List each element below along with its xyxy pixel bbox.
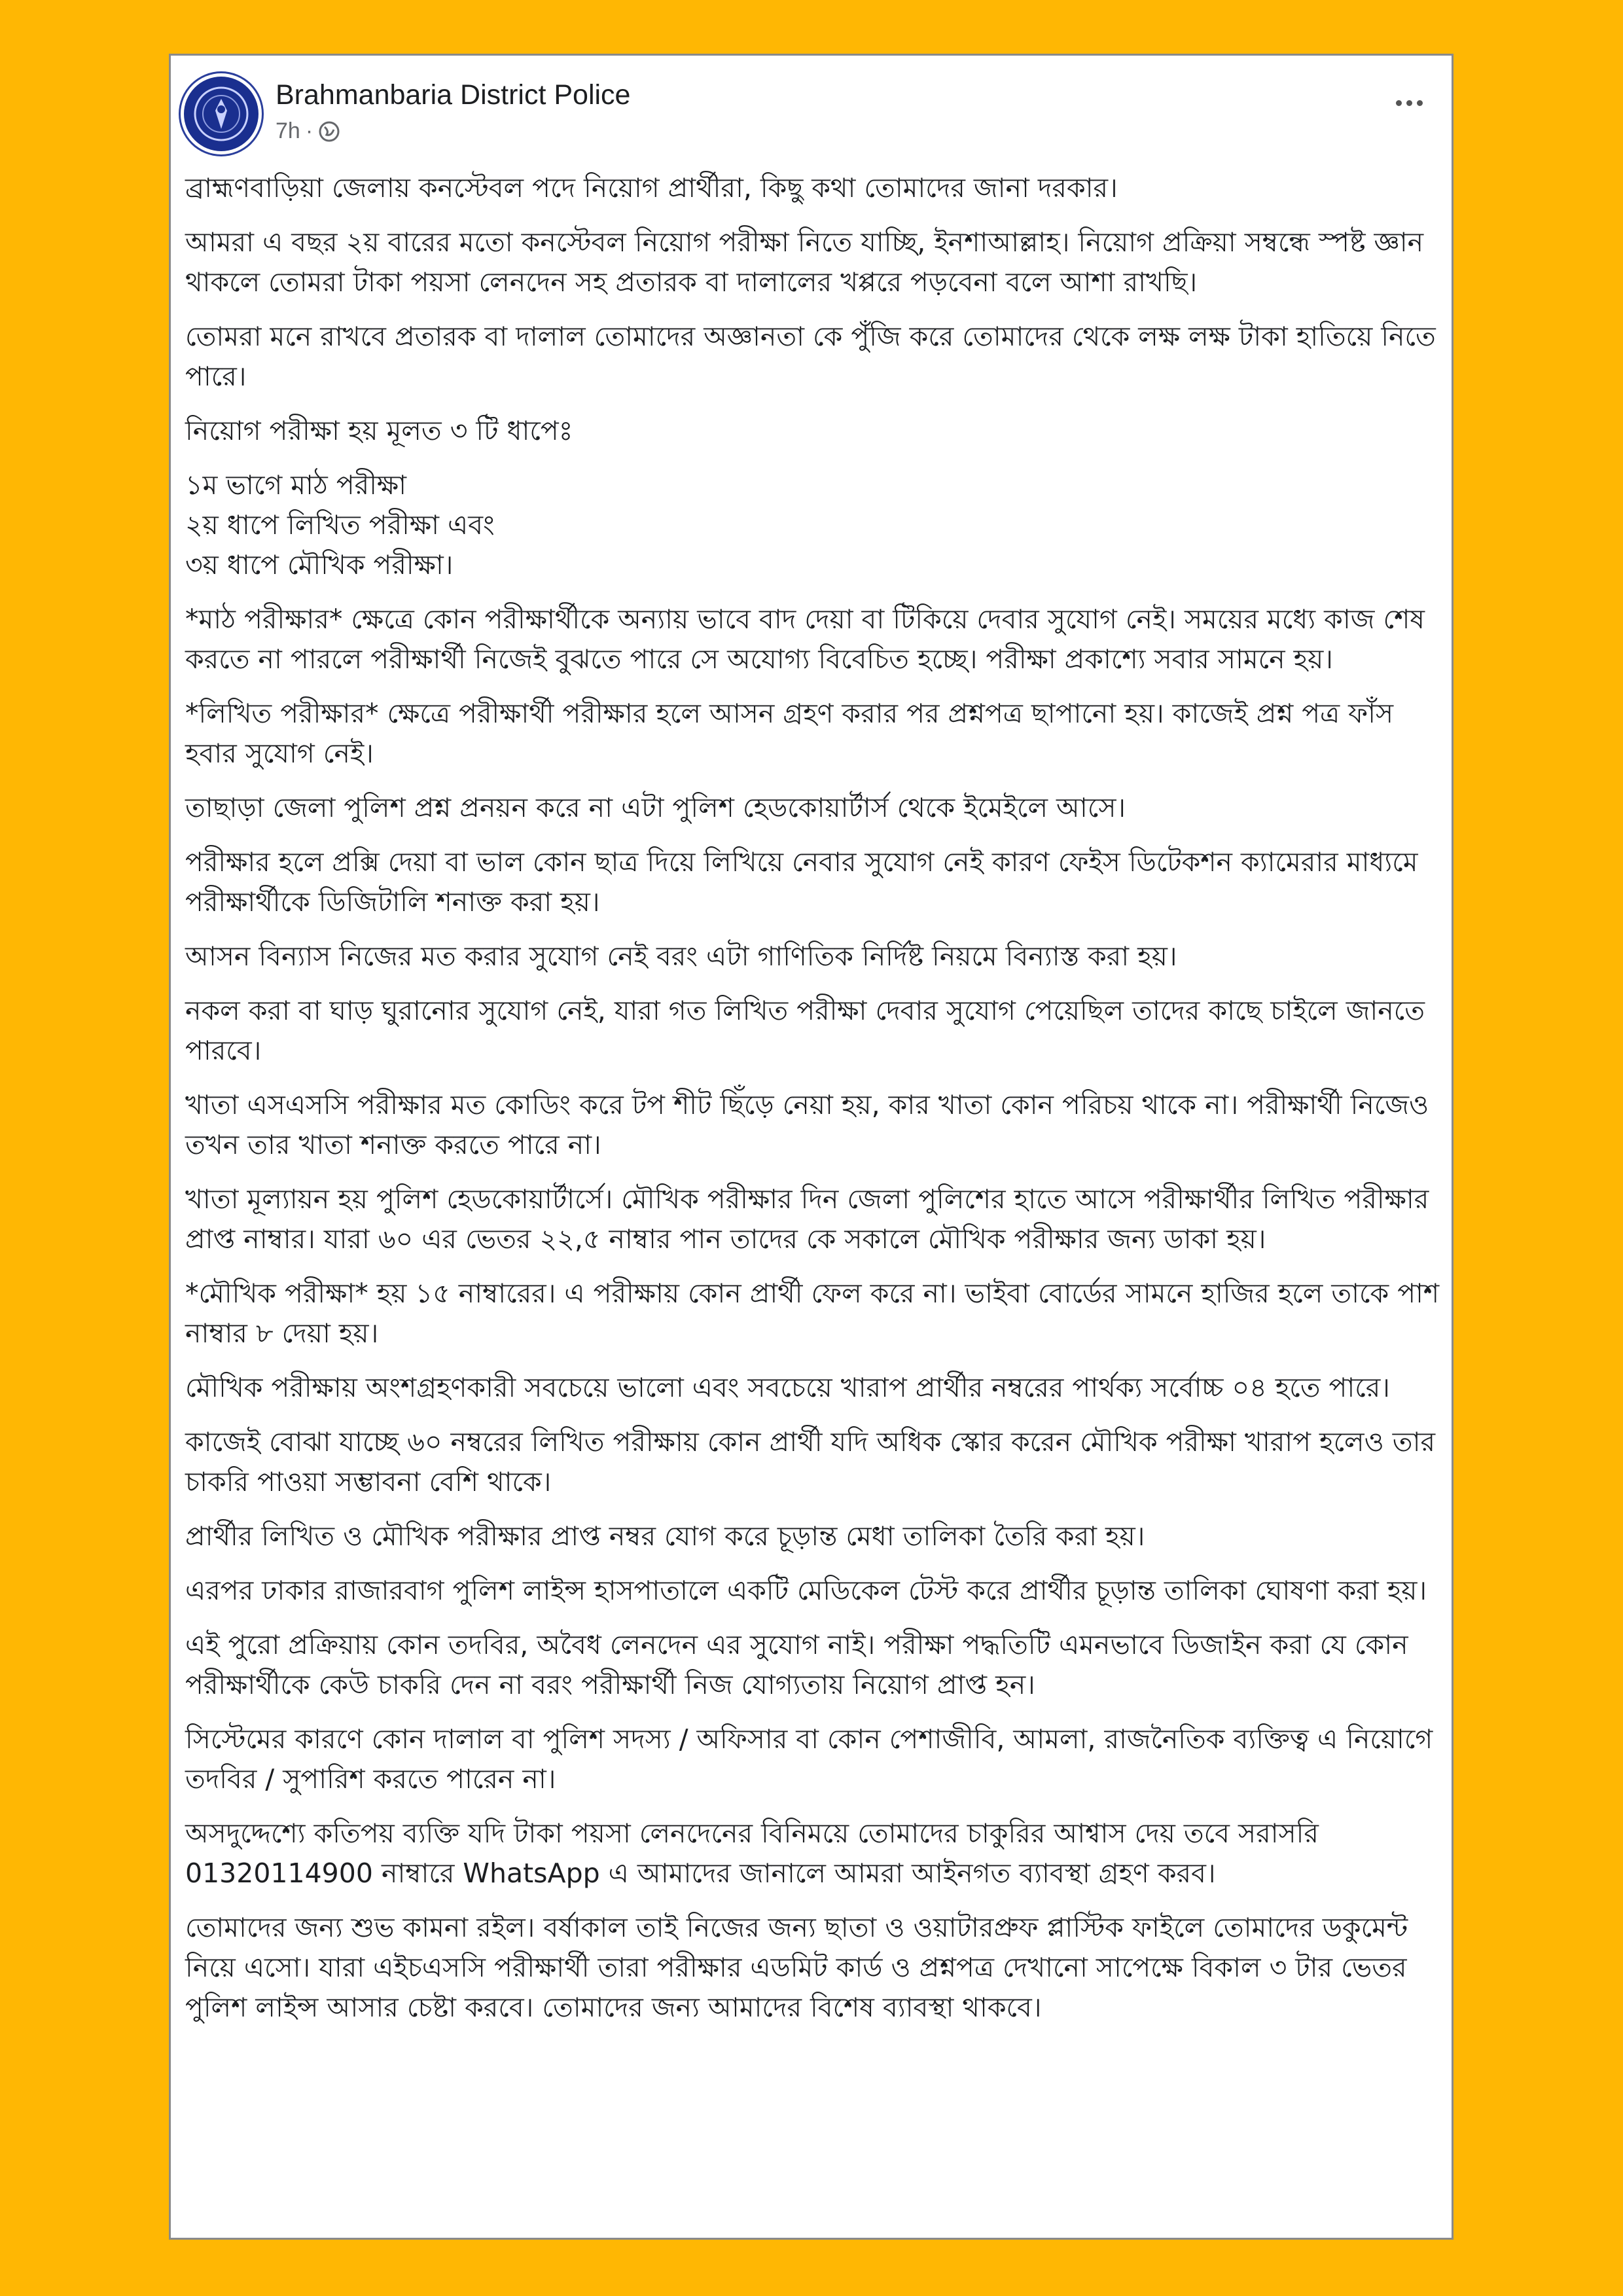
post-paragraph: খাতা এসএসসি পরীক্ষার মত কোডিং করে টপ শীট ছিঁড়ে নেয়া হয়, কার খাতা কোন পরিচয় থাকে না। পরীক্ষার্থী নিজেও তখন তার খাতা শনাক্ত করতে পারে না। bbox=[185, 1089, 1429, 1160]
post-time[interactable]: 7h bbox=[276, 118, 300, 143]
globe-icon[interactable] bbox=[318, 120, 340, 143]
post-meta bbox=[276, 118, 340, 144]
more-options-icon bbox=[1417, 100, 1423, 106]
post-paragraph: *মাঠ পরীক্ষার* ক্ষেত্রে কোন পরীক্ষার্থীকে অন্যায় ভাবে বাদ দেয়া বা টিকিয়ে দেবার সুযোগ নেই। সময়ের মধ্যে কাজ শেষ করতে না পারলে পরীক্ষার্থী নিজেই বুঝতে পারে সে অযোগ্য বিবেচিত হচ্ছে। পরীক্ষা প্রকাশ্যে সবার সামনে হয়। bbox=[185, 603, 1425, 675]
page-avatar[interactable] bbox=[184, 77, 259, 151]
post-paragraph: তোমরা মনে রাখবে প্রতারক বা দালাল তোমাদের অজ্ঞানতা কে পুঁজি করে তোমাদের থেকে লক্ষ লক্ষ টাকা হাতিয়ে নিতে পারে। bbox=[185, 321, 1436, 392]
post-paragraph: *লিখিত পরীক্ষার* ক্ষেত্রে পরীক্ষার্থী পরীক্ষার হলে আসন গ্রহণ করার পর প্রশ্নপত্র ছাপানো হয়। কাজেই প্রশ্ন পত্র ফাঁস হবার সুযোগ নেই। bbox=[185, 698, 1394, 769]
police-emblem-icon bbox=[184, 77, 259, 151]
post-paragraph: প্রার্থীর লিখিত ও মৌখিক পরীক্ষার প্রাপ্ত নম্বর যোগ করে চূড়ান্ত মেধা তালিকা তৈরি করা হয়। bbox=[185, 1520, 1145, 1552]
post-body bbox=[185, 168, 1442, 2042]
post-paragraph: অসদুদ্দেশ্যে কতিপয় ব্যক্তি যদি টাকা পয়সা লেনদেনের বিনিময়ে তোমাদের চাকুরির আশ্বাস দেয় তবে সরাসরি 01320114900 নাম্বারে WhatsApp এ আমাদের জানালে আমরা আইনগত ব্যাবস্থা গ্রহণ করব। bbox=[185, 1818, 1319, 1889]
more-options-button[interactable] bbox=[1386, 90, 1432, 116]
meta-separator: · bbox=[305, 118, 313, 143]
post-paragraph: ১ম ভাগে মাঠ পরীক্ষা ২য় ধাপে লিখিত পরীক্ষা এবং ৩য় ধাপে মৌখিক পরীক্ষা। bbox=[185, 469, 495, 581]
more-options-icon bbox=[1406, 100, 1412, 106]
page-name[interactable]: Brahmanbaria District Police bbox=[276, 79, 631, 111]
post-paragraph: এরপর ঢাকার রাজারবাগ পুলিশ লাইন্স হাসপাতালে একটি মেডিকেল টেস্ট করে প্রার্থীর চূড়ান্ত তালিকা ঘোষণা করা হয়। bbox=[185, 1575, 1427, 1606]
post-header bbox=[184, 77, 1432, 155]
post-paragraph: আসন বিন্যাস নিজের মত করার সুযোগ নেই বরং এটা গাণিতিক নির্দিষ্ট নিয়মে বিন্যাস্ত করা হয়। bbox=[185, 941, 1177, 972]
post-paragraph: কাজেই বোঝা যাচ্ছে ৬০ নম্বরের লিখিত পরীক্ষায় কোন প্রার্থী যদি অধিক স্কোর করেন মৌখিক পরীক্ষা খারাপ হলেও তার চাকরি পাওয়া সম্ভাবনা বেশি থাকে। bbox=[185, 1426, 1436, 1498]
post-paragraph: সিস্টেমের কারণে কোন দালাল বা পুলিশ সদস্য / অফিসার বা কোন পেশাজীবি, আমলা, রাজনৈতিক ব্যক্তিত্ব এ নিয়োগে তদবির / সুপারিশ করতে পারেন না। bbox=[185, 1723, 1433, 1795]
post-paragraph: খাতা মূল্যায়ন হয় পুলিশ হেডকোয়ার্টার্সে। মৌখিক পরীক্ষার দিন জেলা পুলিশের হাতে আসে পরীক্ষার্থীর লিখিত পরীক্ষার প্রাপ্ত নাম্বার। যারা ৬০ এর ভেতর ২২,৫ নাম্বার পান তাদের কে সকালে মৌখিক পরীক্ষার জন্য ডাকা হয়। bbox=[185, 1183, 1429, 1255]
post-paragraph: নকল করা বা ঘাড় ঘুরানোর সুযোগ নেই, যারা গত লিখিত পরীক্ষা দেবার সুযোগ পেয়েছিল তাদের কাছে চাইলে জানতে পারবে। bbox=[185, 995, 1425, 1066]
post-paragraph: পরীক্ষার হলে প্রক্সি দেয়া বা ভাল কোন ছাত্র দিয়ে লিখিয়ে নেবার সুযোগ নেই কারণ ফেইস ডিটেকশন ক্যামেরার মাধ্যমে পরীক্ষার্থীকে ডিজিটালি শনাক্ত করা হয়। bbox=[185, 846, 1418, 918]
post-paragraph: তাছাড়া জেলা পুলিশ প্রশ্ন প্রনয়ন করে না এটা পুলিশ হেডকোয়ার্টার্স থেকে ইমেইলে আসে। bbox=[185, 792, 1126, 823]
post-card bbox=[169, 54, 1454, 2240]
post-paragraph: *মৌখিক পরীক্ষা* হয় ১৫ নাম্বারের। এ পরীক্ষায় কোন প্রার্থী ফেল করে না। ভাইবা বোর্ডের সামনে হাজির হলে তাকে পাশ নাম্বার ৮ দেয়া হয়। bbox=[185, 1278, 1440, 1349]
post-paragraph: আমরা এ বছর ২য় বারের মতো কনস্টেবল নিয়োগ পরীক্ষা নিতে যাচ্ছি, ইনশাআল্লাহ। নিয়োগ প্রক্রিয়া সম্বন্ধে স্পষ্ট জ্ঞান থাকলে তোমরা টাকা পয়সা লেনদেন সহ প্রতারক বা দালালের খপ্পরে পড়বেনা বলে আশা রাখছি। bbox=[185, 226, 1424, 298]
post-paragraph: নিয়োগ পরীক্ষা হয় মূলত ৩ টি ধাপেঃ bbox=[185, 415, 573, 446]
more-options-icon bbox=[1396, 100, 1402, 106]
post-paragraph: মৌখিক পরীক্ষায় অংশগ্রহণকারী সবচেয়ে ভালো এবং সবচেয়ে খারাপ প্রার্থীর নম্বরের পার্থক্য সর্বোচ্চ ০৪ হতে পারে। bbox=[185, 1372, 1390, 1403]
post-paragraph: তোমাদের জন্য শুভ কামনা রইল। বর্ষাকাল তাই নিজের জন্য ছাতা ও ওয়াটারপ্রুফ প্লাস্টিক ফাইলে তোমাদের ডকুমেন্ট নিয়ে এসো। যারা এইচএসসি পরীক্ষার্থী তারা পরীক্ষার এডমিট কার্ড ও প্রশ্নপত্র দেখানো সাপেক্ষে বিকাল ৩ টার ভেতর পুলিশ লাইন্স আসার চেষ্টা করবে। তোমাদের জন্য আমাদের বিশেষ ব্যাবস্থা থাকবে। bbox=[185, 1912, 1408, 2023]
post-paragraph: ব্রাহ্মণবাড়িয়া জেলায় কনস্টেবল পদে নিয়োগ প্রার্থীরা, কিছু কথা তোমাদের জানা দরকার। bbox=[185, 172, 1118, 204]
post-paragraph: এই পুরো প্রক্রিয়ায় কোন তদবির, অবৈধ লেনদেন এর সুযোগ নাই। পরীক্ষা পদ্ধতিটি এমনভাবে ডিজাইন করা যে কোন পরীক্ষার্থীকে কেউ চাকরি দেন না বরং পরীক্ষার্থী নিজ যোগ্যতায় নিয়োগ প্রাপ্ত হন। bbox=[185, 1629, 1408, 1700]
